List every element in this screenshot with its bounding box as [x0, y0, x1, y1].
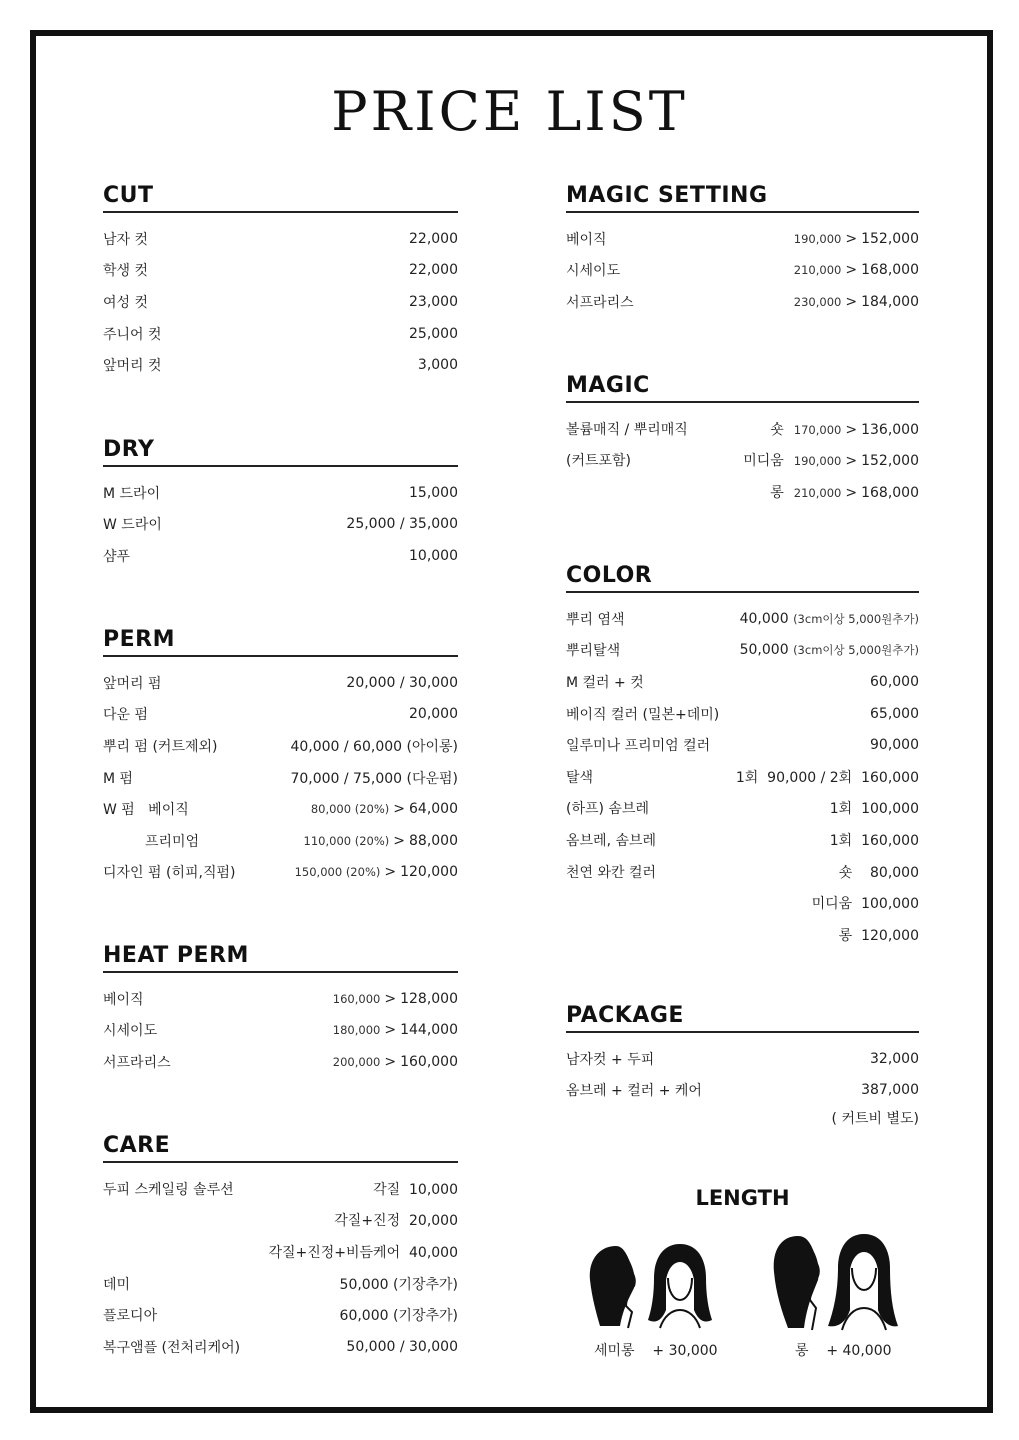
- sale-price: 120,000: [400, 864, 458, 881]
- arrow-icon: >: [845, 293, 858, 310]
- original-price: 200,000: [332, 1054, 381, 1069]
- section-heading: CUT: [103, 184, 458, 213]
- package-note: ( 커트비 별도): [831, 1111, 919, 1128]
- item-name: 볼륨매직 / 뿌리매직: [566, 421, 688, 438]
- discount-row: [103, 857, 458, 889]
- price-row: [103, 730, 458, 762]
- item-name: 일루미나 프리미엄 컬러: [566, 738, 711, 755]
- length-option-name: 롱: [795, 1343, 809, 1359]
- item-price: 1회 90,000 / 2회 160,000: [735, 769, 919, 786]
- item-price: 40,000 / 60,000 (아이롱): [290, 738, 458, 755]
- semi-long-label: [594, 1340, 718, 1360]
- price-row: [103, 286, 458, 318]
- sale-price: 160,000: [400, 1053, 458, 1070]
- item-price: 15,000: [409, 484, 458, 501]
- sale-price: 128,000: [400, 990, 458, 1007]
- item-price: 1회 160,000: [829, 832, 919, 849]
- discount-row: [566, 286, 919, 318]
- item-price: 50,000 (기장추가): [339, 1276, 458, 1293]
- item-name: M 드라이: [103, 485, 161, 502]
- price-row: [103, 540, 458, 572]
- semi-long-hair-silhouette-icon: [586, 1240, 716, 1332]
- price-row: [566, 603, 919, 635]
- item-price: 90,000: [870, 737, 919, 754]
- item-price: 70,000 / 75,000 (다운펌): [290, 770, 458, 787]
- length-option-price: + 40,000: [826, 1343, 892, 1359]
- long-label: [795, 1340, 892, 1360]
- price-row: [103, 349, 458, 381]
- section-heading: COLOR: [566, 564, 919, 593]
- price-row: [103, 1173, 458, 1205]
- item-name: 주니어 컷: [103, 326, 162, 343]
- long-hair-silhouette-icon: [770, 1232, 900, 1332]
- section-heading: MAGIC SETTING: [566, 184, 919, 213]
- section-magic-setting: [566, 184, 919, 318]
- item-name: 옴브레 + 컬러 + 케어: [566, 1083, 702, 1100]
- length-option-name: 세미롱: [594, 1343, 635, 1359]
- discount-row: [566, 223, 919, 255]
- price-row: [103, 762, 458, 794]
- item-price: 60,000: [870, 673, 919, 690]
- item-price: 롱 120,000: [838, 927, 919, 944]
- item-name: 베이직: [566, 231, 607, 248]
- arrow-icon: >: [393, 801, 405, 818]
- item-price: 20,000: [409, 706, 458, 723]
- price-row: [566, 793, 919, 825]
- item-price: 20,000 / 30,000: [346, 674, 458, 691]
- length-tier: 숏: [770, 421, 784, 438]
- item-price: 각질+진정+비듬케어 40,000: [268, 1244, 458, 1261]
- item-price: 40,000: [739, 610, 789, 627]
- original-price: 150,000 (20%): [294, 865, 381, 880]
- item-price: 50,000 / 30,000: [346, 1338, 458, 1355]
- page-title: PRICE LIST: [331, 80, 688, 143]
- discount-row: [103, 983, 458, 1015]
- item-price: 50,000: [739, 642, 789, 659]
- arrow-icon: >: [845, 421, 858, 438]
- item-name: (하프) 솜브레: [566, 801, 649, 818]
- original-price: 190,000: [793, 454, 842, 469]
- item-price: 22,000: [409, 262, 458, 279]
- arrow-icon: >: [845, 484, 858, 501]
- section-package: [566, 1004, 919, 1128]
- item-name: 뿌리 염색: [566, 611, 625, 628]
- discount-row: [566, 413, 919, 445]
- item-name: 옴브레, 솜브레: [566, 832, 657, 849]
- price-row: [566, 919, 919, 951]
- item-price: 22,000: [409, 230, 458, 247]
- item-price: 각질 10,000: [373, 1181, 458, 1198]
- arrow-icon: >: [384, 990, 397, 1007]
- section-heading: PERM: [103, 628, 458, 657]
- arrow-icon: >: [384, 864, 397, 881]
- price-row: [566, 1043, 919, 1075]
- price-note: (3cm이상 5,000원추가): [793, 611, 919, 626]
- price-row: [566, 666, 919, 698]
- section-dry: [103, 438, 458, 572]
- sale-price: 168,000: [861, 484, 919, 501]
- item-name: 학생 컷: [103, 263, 149, 280]
- original-price: 170,000: [793, 422, 842, 437]
- item-price: 60,000 (기장추가): [339, 1308, 458, 1325]
- discount-row: [103, 1046, 458, 1078]
- original-price: 210,000: [793, 263, 842, 278]
- discount-row: [103, 1015, 458, 1047]
- item-name: 샴푸: [103, 548, 131, 565]
- section-care: [103, 1134, 458, 1363]
- discount-row: [566, 476, 919, 508]
- section-heading: HEAT PERM: [103, 944, 458, 973]
- price-row: [566, 635, 919, 667]
- price-row: [566, 824, 919, 856]
- original-price: 230,000: [793, 294, 842, 309]
- arrow-icon: >: [845, 453, 858, 470]
- item-name: (커트포함): [566, 453, 632, 470]
- item-price: 3,000: [417, 357, 458, 374]
- length-tier: 미디움: [743, 453, 784, 470]
- arrow-icon: >: [384, 1053, 397, 1070]
- section-cut: [103, 184, 458, 381]
- price-row: [566, 761, 919, 793]
- sale-price: 136,000: [861, 421, 919, 438]
- original-price: 160,000: [332, 991, 381, 1006]
- item-name: 뿌리탈색: [566, 643, 621, 660]
- sale-price: 152,000: [861, 453, 919, 470]
- section-color: [566, 564, 919, 951]
- item-name: M 펌: [103, 770, 134, 787]
- price-row: [566, 729, 919, 761]
- price-row: [566, 887, 919, 919]
- item-name: M 컬러 + 컷: [566, 674, 644, 691]
- item-price: 32,000: [870, 1050, 919, 1067]
- discount-row: [566, 255, 919, 287]
- item-name: 두피 스케일링 솔루션: [103, 1181, 234, 1198]
- item-name: 뿌리 펌 (커트제외): [103, 738, 218, 755]
- item-price: 숏 80,000: [838, 864, 919, 881]
- price-row: [103, 699, 458, 731]
- item-name: 복구앰플 (전처리케어): [103, 1339, 241, 1356]
- price-row: [103, 318, 458, 350]
- price-row: [566, 856, 919, 888]
- original-price: 210,000: [793, 485, 842, 500]
- item-name: 데미: [103, 1276, 131, 1293]
- section-heat-perm: [103, 944, 458, 1078]
- price-row: [103, 255, 458, 287]
- price-row: [103, 509, 458, 541]
- length-heading: LENGTH: [695, 1186, 790, 1210]
- section-heading: CARE: [103, 1134, 458, 1163]
- original-price: 110,000 (20%): [303, 833, 390, 848]
- item-name: 탈색: [566, 769, 594, 786]
- item-name: 서프라리스: [103, 1054, 171, 1071]
- discount-row: [103, 793, 458, 825]
- item-price: 1회 100,000: [829, 801, 919, 818]
- item-price: 10,000: [409, 547, 458, 564]
- item-name: 베이직: [103, 991, 144, 1008]
- price-row: [566, 1075, 919, 1107]
- original-price: 80,000 (20%): [310, 802, 390, 817]
- section-perm: [103, 628, 458, 888]
- item-name: 앞머리 펌: [103, 675, 162, 692]
- item-price: 25,000: [409, 325, 458, 342]
- length-tier: 롱: [770, 484, 784, 501]
- price-row: [103, 1299, 458, 1331]
- item-name: 서프라리스: [566, 294, 634, 311]
- item-name: 남자컷 + 두피: [566, 1051, 655, 1068]
- price-row: [103, 1205, 458, 1237]
- sale-price: 88,000: [409, 832, 458, 849]
- price-row: [103, 1268, 458, 1300]
- price-note: (3cm이상 5,000원추가): [793, 643, 919, 658]
- item-price: 65,000: [870, 705, 919, 722]
- item-name: 앞머리 컷: [103, 358, 162, 375]
- item-price: 23,000: [409, 293, 458, 310]
- section-heading: PACKAGE: [566, 1004, 919, 1033]
- price-row: [103, 223, 458, 255]
- price-row: [103, 1236, 458, 1268]
- discount-row: [103, 825, 458, 857]
- item-name: 남자 컷: [103, 231, 149, 248]
- sale-price: 184,000: [861, 293, 919, 310]
- sale-price: 144,000: [400, 1022, 458, 1039]
- arrow-icon: >: [845, 230, 858, 247]
- item-price: 25,000 / 35,000: [346, 516, 458, 533]
- discount-row: [566, 445, 919, 477]
- price-row: [566, 698, 919, 730]
- item-name: 프리미엄: [145, 833, 200, 850]
- item-name: W 펌 베이직: [103, 802, 189, 819]
- item-price: 각질+진정 20,000: [334, 1213, 458, 1230]
- item-name: 플로디아: [103, 1308, 158, 1325]
- sale-price: 168,000: [861, 262, 919, 279]
- sale-price: 64,000: [409, 801, 458, 818]
- section-heading: MAGIC: [566, 374, 919, 403]
- item-price: 미디움 100,000: [811, 896, 919, 913]
- item-name: W 드라이: [103, 517, 162, 534]
- item-name: 천연 와칸 컬러: [566, 864, 657, 881]
- sale-price: 152,000: [861, 230, 919, 247]
- arrow-icon: >: [845, 262, 858, 279]
- item-name: 베이직 컬러 (밀본+데미): [566, 706, 720, 723]
- price-row: [103, 477, 458, 509]
- length-option-price: + 30,000: [652, 1343, 718, 1359]
- price-row: [103, 667, 458, 699]
- item-name: 디자인 펌 (히피,직펌): [103, 865, 236, 882]
- item-name: 다운 펌: [103, 707, 149, 724]
- item-name: 여성 컷: [103, 294, 149, 311]
- section-magic: [566, 374, 919, 508]
- section-heading: DRY: [103, 438, 458, 467]
- item-name: 시세이도: [566, 263, 621, 280]
- original-price: 190,000: [793, 231, 842, 246]
- arrow-icon: >: [384, 1022, 397, 1039]
- arrow-icon: >: [393, 832, 405, 849]
- item-price: 387,000: [861, 1082, 919, 1099]
- item-name: 시세이도: [103, 1023, 158, 1040]
- original-price: 180,000: [332, 1023, 381, 1038]
- price-row: [103, 1331, 458, 1363]
